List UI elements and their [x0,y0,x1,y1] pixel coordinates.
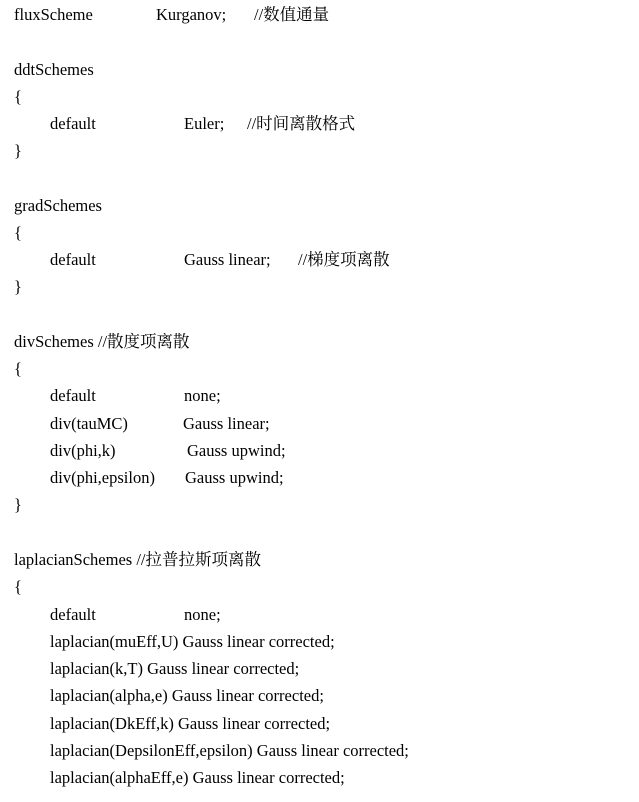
laplacian-depsiloneff-line: laplacian(DepsilonEff,epsilon) Gauss linear corrected; [50,741,409,760]
grad-schemes-heading: gradSchemes [14,196,102,215]
ddt-schemes-heading: ddtSchemes [14,60,94,79]
ddt-default-key: default [50,114,96,133]
div-taumc-line [50,413,270,435]
grad-default-comment: //梯度项离散 [298,250,390,269]
laplacian-schemes-heading: laplacianSchemes //拉普拉斯项离散 [14,550,261,569]
div-phi-epsilon-line [50,467,284,489]
ddt-default-value: Euler; [184,114,225,133]
flux-scheme-line [14,4,330,26]
laplacian-alpha-e-line: laplacian(alpha,e) Gauss linear corrected; [50,686,324,705]
flux-scheme-comment: //数值通量 [254,5,330,24]
ddt-close-brace: } [14,141,22,160]
laplacian-k-t-line: laplacian(k,T) Gauss linear corrected; [50,659,300,678]
laplacian-dkeff-k-line: laplacian(DkEff,k) Gauss linear corrected; [50,714,331,733]
ddt-default-line [50,113,356,135]
div-default-key: default [50,386,96,405]
laplacian-default-value: none; [184,605,221,624]
ddt-open-brace: { [14,87,22,106]
div-schemes-heading: divSchemes //散度项离散 [14,332,190,351]
flux-scheme-key: fluxScheme [14,5,93,24]
div-phi-k-key: div(phi,k) [50,441,116,460]
div-phi-epsilon-key: div(phi,epsilon) [50,468,155,487]
div-default-line [50,385,221,407]
laplacian-open-brace: { [14,577,22,596]
laplacian-default-line [50,604,221,626]
div-close-brace: } [14,495,22,514]
div-phi-k-value: Gauss upwind; [187,441,286,460]
laplacian-default-key: default [50,605,96,624]
laplacian-mueff-u-line: laplacian(muEff,U) Gauss linear corrected; [50,632,335,651]
grad-open-brace: { [14,223,22,242]
laplacian-alphaeff-e-line: laplacian(alphaEff,e) Gauss linear corrected; [50,768,345,787]
div-taumc-key: div(tauMC) [50,414,128,433]
div-default-value: none; [184,386,221,405]
grad-default-line [50,249,390,271]
grad-default-value: Gauss linear; [184,250,271,269]
div-phi-epsilon-value: Gauss upwind; [185,468,284,487]
div-taumc-value: Gauss linear; [183,414,270,433]
ddt-default-comment: //时间离散格式 [247,114,356,133]
grad-default-key: default [50,250,96,269]
flux-scheme-value: Kurganov; [156,5,227,24]
div-phi-k-line [50,440,286,462]
grad-close-brace: } [14,277,22,296]
div-open-brace: { [14,359,22,378]
